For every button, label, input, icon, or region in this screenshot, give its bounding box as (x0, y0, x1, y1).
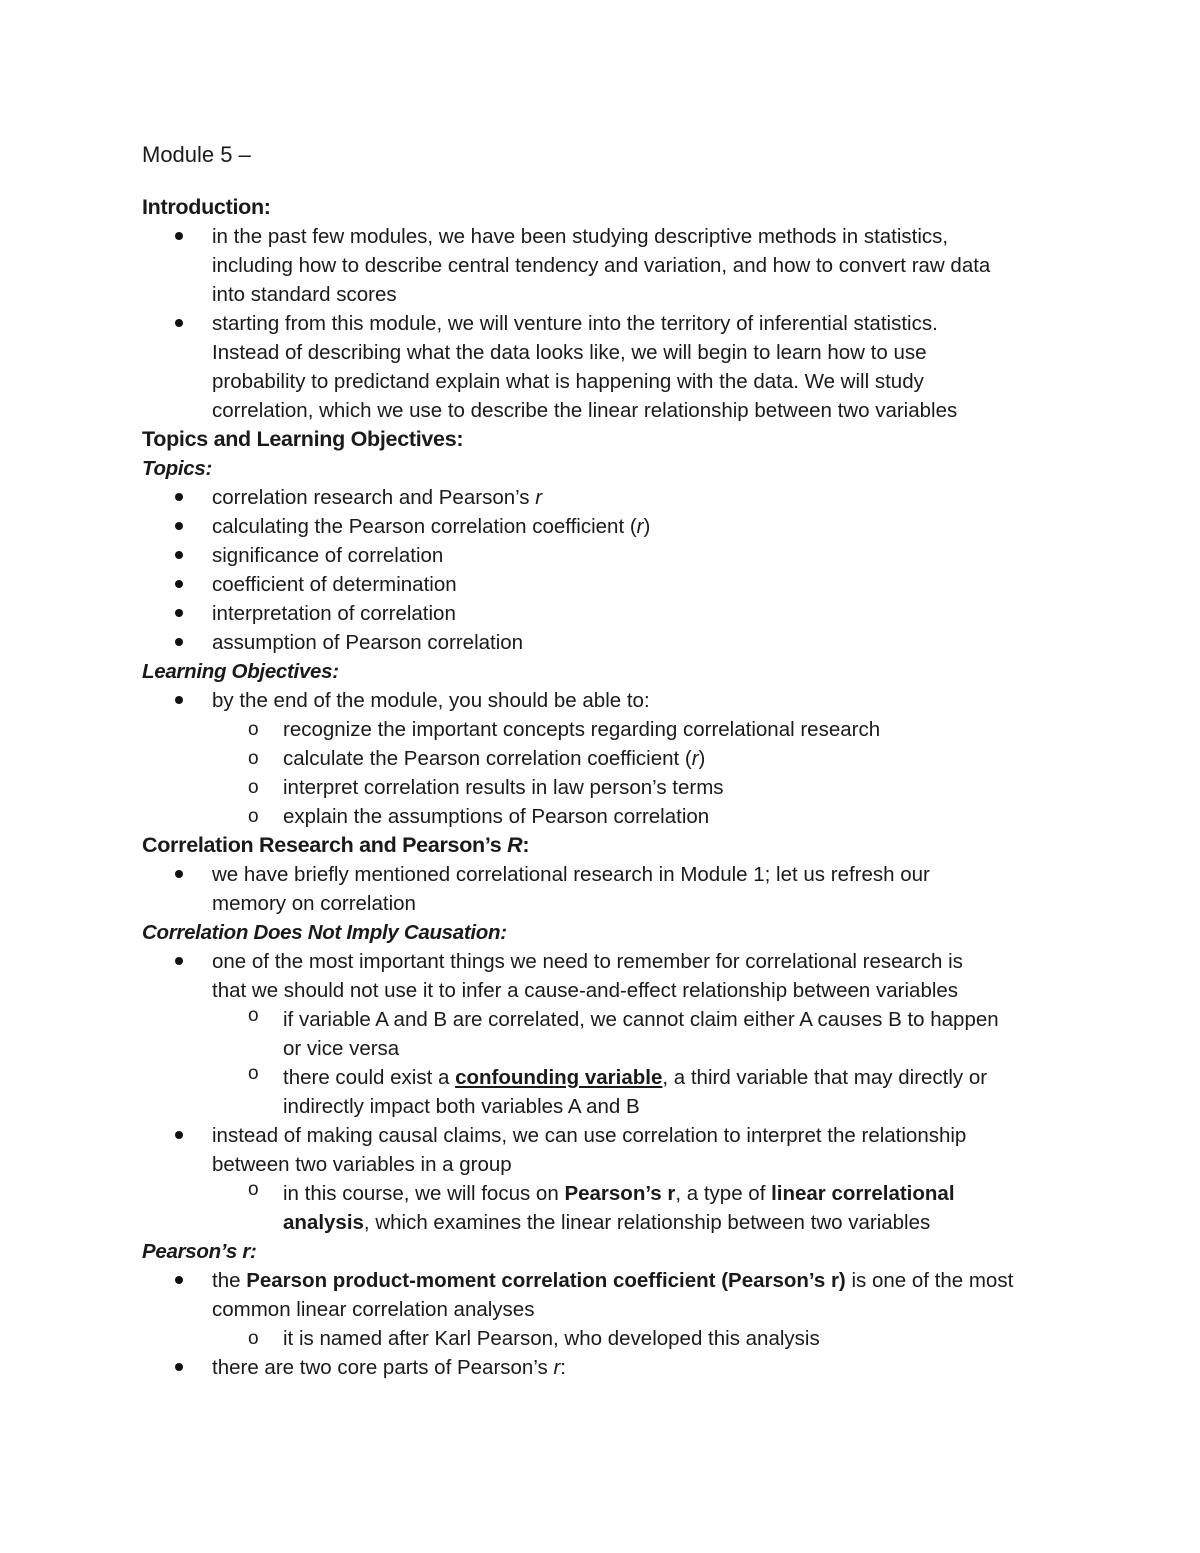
list-item: significance of correlation (142, 541, 1102, 570)
sub-list-item: o there could exist a confounding variable, a third variable that may directly or indirectly impact both variables A and B (142, 1063, 1102, 1121)
pearson-list (142, 1266, 1102, 1382)
list-item: in the past few modules, we have been studying descriptive methods in statistics, including how to describe central tendency and variation, and how to convert raw data into standard scores (142, 222, 1102, 309)
correlation-heading: Correlation Research and Pearson’s R: (142, 833, 530, 857)
objectives-label: Learning Objectives: (142, 660, 339, 683)
list-item: instead of making causal claims, we can use correlation to interpret the relationship between two variables in a group (142, 1121, 1102, 1179)
confounding-variable-term: confounding variable (455, 1066, 663, 1089)
module-title: Module 5 – (142, 142, 251, 167)
sub-list-item: o calculate the Pearson correlation coefficient (r) (142, 744, 1102, 773)
sub-list-item: o explain the assumptions of Pearson correlation (142, 802, 1102, 831)
list-item: interpretation of correlation (142, 599, 1102, 628)
sub-list-item: o in this course, we will focus on Pearson’s r, a type of linear correlational analysis, which examines the linear relationship between two variables (142, 1179, 1102, 1237)
list-item: calculating the Pearson correlation coefficient (r) (142, 512, 1102, 541)
objectives-list (142, 686, 1102, 831)
topics-objectives-heading: Topics and Learning Objectives: (142, 427, 464, 451)
sub-list-item: o if variable A and B are correlated, we cannot claim either A causes B to happen or vice versa (142, 1005, 1102, 1063)
topics-label: Topics: (142, 457, 213, 480)
introduction-list (142, 222, 1102, 425)
correlation-list (142, 860, 1102, 918)
list-item: one of the most important things we need to remember for correlational research is that we should not use it to infer a cause-and-effect relationship between variables (142, 947, 1102, 1005)
causation-label: Correlation Does Not Imply Causation: (142, 921, 507, 944)
topics-list (142, 483, 1102, 657)
pearson-label: Pearson’s r: (142, 1240, 257, 1263)
list-item: there are two core parts of Pearson’s r: (142, 1353, 1102, 1382)
sub-list-item: o recognize the important concepts regarding correlational research (142, 715, 1102, 744)
introduction-heading: Introduction: (142, 195, 271, 219)
list-item: correlation research and Pearson’s r (142, 483, 1102, 512)
list-item: coefficient of determination (142, 570, 1102, 599)
document-body (142, 140, 1102, 1382)
list-item: assumption of Pearson correlation (142, 628, 1102, 657)
causation-list (142, 947, 1102, 1237)
list-item: the Pearson product-moment correlation coefficient (Pearson’s r) is one of the most common linear correlation analyses (142, 1266, 1102, 1324)
sub-list-item: o interpret correlation results in law person’s terms (142, 773, 1102, 802)
list-item: we have briefly mentioned correlational research in Module 1; let us refresh our memory on correlation (142, 860, 1102, 918)
list-item: by the end of the module, you should be able to: (142, 686, 1102, 715)
sub-list-item: o it is named after Karl Pearson, who developed this analysis (142, 1324, 1102, 1353)
list-item: starting from this module, we will venture into the territory of inferential statistics. Instead of describing what the data looks like, we will begin to learn how to use probability to predictand explain what is happening with the data. We will study correlation, which we use to describe the linear relationship between two variables (142, 309, 1102, 425)
